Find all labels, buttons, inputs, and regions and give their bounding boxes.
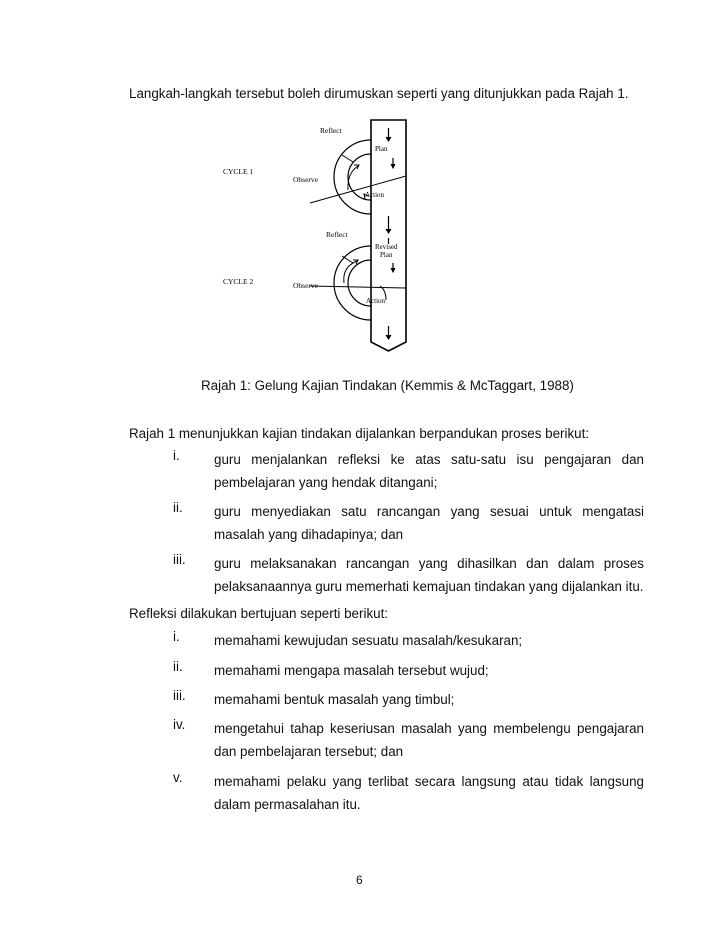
list-item-line: memahami kewujudan sesuatu masalah/kesukaran; bbox=[214, 633, 523, 648]
cycle-2-reflect-label: Reflect bbox=[326, 230, 348, 239]
list-item-line: dalam permasalahan itu. bbox=[214, 797, 361, 812]
cycle-2-label: CYCLE 2 bbox=[223, 277, 254, 286]
down-arrow-5-head-icon bbox=[391, 268, 395, 272]
cycle-1-action-label: Action bbox=[365, 191, 385, 199]
list-item-text bbox=[214, 500, 644, 546]
cycle-1-outer-arc bbox=[334, 140, 371, 214]
cycle-1-group bbox=[223, 126, 406, 233]
list-item-line: dan pembelajaran tersebut; dan bbox=[214, 744, 404, 759]
cycle-2-observe-label: Observe bbox=[293, 281, 318, 290]
process-arrow-column bbox=[371, 120, 406, 351]
cycle-2-divider-top bbox=[342, 256, 353, 263]
cycle-1-divider-middle bbox=[310, 176, 406, 203]
list-item-text bbox=[214, 717, 644, 763]
list-item-line: pembelajaran yang hendak ditangani; bbox=[214, 475, 438, 490]
page-number: 6 bbox=[356, 873, 363, 887]
figure-caption: Rajah 1: Gelung Kajian Tindakan (Kemmis & McTaggart, 1988) bbox=[201, 378, 574, 393]
list-item-text bbox=[214, 629, 644, 652]
list-item-text bbox=[214, 688, 644, 711]
list-item-text bbox=[214, 552, 644, 598]
list-item-text bbox=[214, 659, 644, 682]
list-item-number: iii. bbox=[173, 552, 186, 567]
list-item-text bbox=[214, 448, 644, 494]
section-2-heading: Refleksi dilakukan bertujuan seperti berikut: bbox=[129, 606, 389, 621]
intro-paragraph: Langkah-langkah tersebut boleh dirumuskan seperti yang ditunjukkan pada Rajah 1. bbox=[129, 86, 629, 101]
cycle-1-divider-top bbox=[342, 155, 353, 162]
list-item-number: ii. bbox=[173, 659, 183, 674]
list-item-line: guru menyediakan satu rancangan yang sesuai untuk mengatasi bbox=[214, 504, 644, 519]
cycle-1-reflect-label: Reflect bbox=[320, 126, 342, 135]
list-item-text bbox=[214, 770, 644, 816]
list-item-line: masalah yang dihadapinya; dan bbox=[214, 527, 404, 542]
cycle-2-outer-arc bbox=[334, 246, 371, 320]
list-item-line: memahami bentuk masalah yang timbul; bbox=[214, 692, 455, 707]
list-item-line: guru melaksanakan rancangan yang dihasilkan dan dalam proses bbox=[214, 556, 644, 571]
list-item-line: guru menjalankan refleksi ke atas satu-satu isu pengajaran dan bbox=[214, 452, 644, 467]
cycle-2-action-label: Action bbox=[366, 297, 386, 305]
action-research-cycle-diagram bbox=[220, 118, 440, 353]
down-arrow-3-head-icon bbox=[386, 229, 391, 233]
cycle-2-group bbox=[223, 230, 406, 339]
list-item-number: i. bbox=[173, 629, 180, 644]
list-item-number: i. bbox=[173, 448, 180, 463]
cycle-1-label: CYCLE 1 bbox=[223, 167, 254, 176]
list-item-number: ii. bbox=[173, 500, 183, 515]
list-item-number: iii. bbox=[173, 688, 186, 703]
cycle-2-plan-line1-label: Revised bbox=[375, 243, 398, 251]
down-arrow-2-head-icon bbox=[391, 164, 395, 168]
cycle-1-plan-label: Plan bbox=[375, 145, 388, 153]
list-item-line: memahami mengapa masalah tersebut wujud; bbox=[214, 663, 489, 678]
list-item-number: v. bbox=[173, 770, 183, 785]
cycle-2-divider-middle bbox=[310, 286, 406, 288]
section-1-heading: Rajah 1 menunjukkan kajian tindakan dijalankan berpandukan proses berikut: bbox=[129, 426, 590, 441]
list-item-number: iv. bbox=[173, 717, 186, 732]
cycle-diagram-svg bbox=[220, 118, 440, 353]
list-item-line: memahami pelaku yang terlibat secara langsung atau tidak langsung bbox=[214, 774, 644, 789]
list-item-line: pelaksanaannya guru memerhati kemajuan tindakan yang dijalankan itu. bbox=[214, 579, 644, 594]
down-arrow-1-head-icon bbox=[386, 137, 391, 141]
cycle-2-plan-line2-label: Plan bbox=[380, 251, 393, 259]
list-item-line: mengetahui tahap keseriusan masalah yang membelengu pengajaran bbox=[214, 721, 644, 736]
cycle-1-observe-label: Observe bbox=[293, 175, 318, 184]
down-arrow-6-head-icon bbox=[386, 335, 391, 339]
